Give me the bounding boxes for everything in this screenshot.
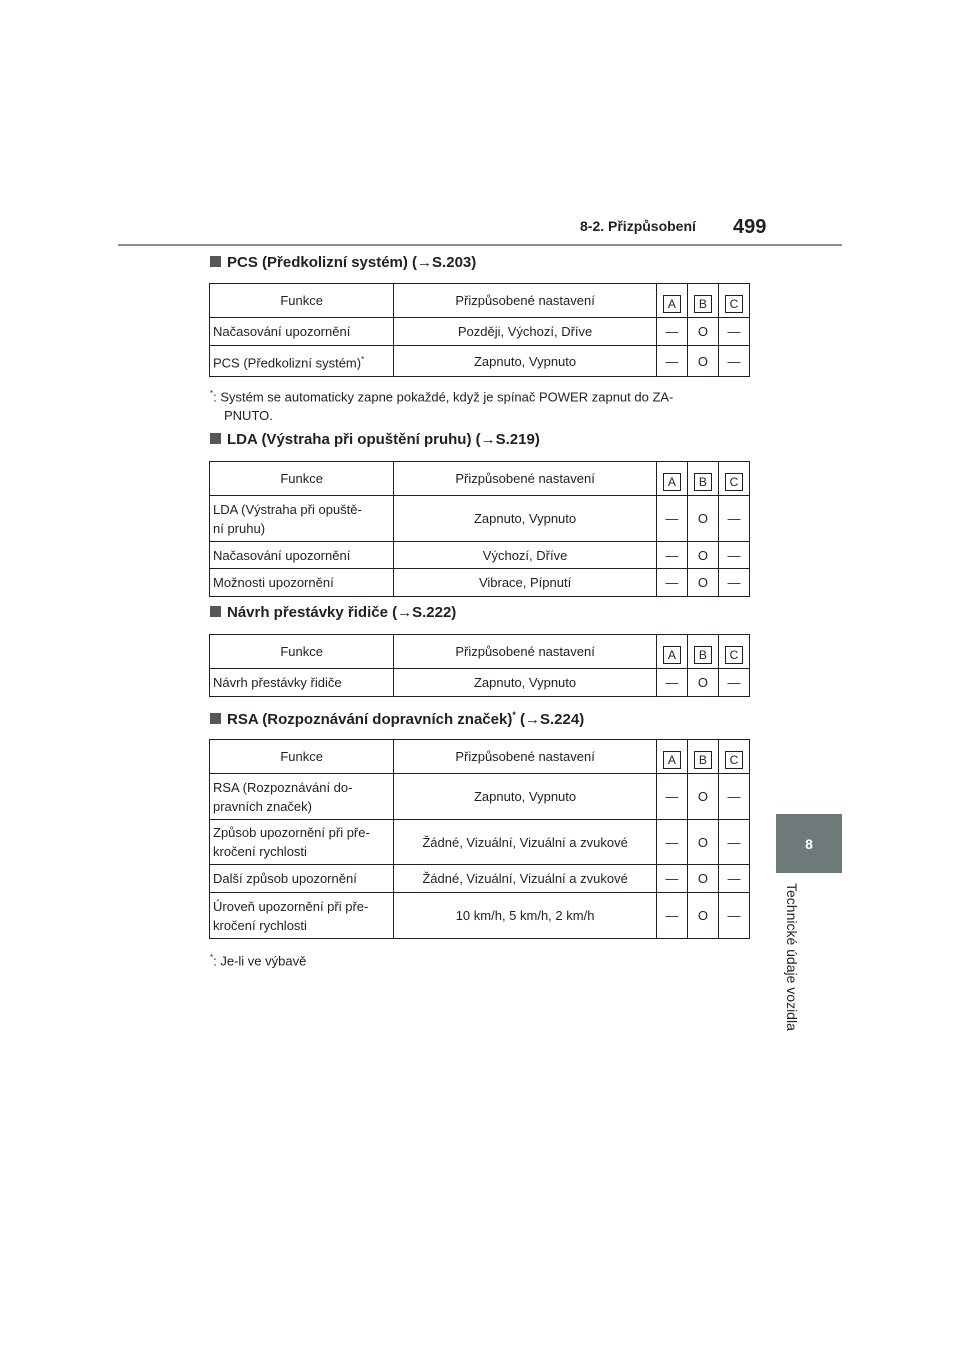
cell-b: O	[687, 865, 718, 893]
table-row	[210, 893, 750, 939]
table-row	[210, 569, 750, 597]
square-bullet-icon	[210, 256, 221, 267]
cell-c: —	[718, 542, 749, 569]
col-header-c: C	[725, 751, 743, 769]
footnote-rsa: *: Je-li ve výbavě	[210, 953, 307, 969]
cell-b: O	[687, 893, 718, 939]
table-row	[210, 669, 750, 697]
col-header-b: B	[694, 646, 712, 664]
square-bullet-icon	[210, 606, 221, 617]
cell-b: O	[687, 542, 718, 569]
section-heading-pcs: PCS (Předkolizní systém) (→S.203)	[210, 254, 476, 271]
col-header-a: A	[663, 473, 681, 491]
table-row	[210, 318, 750, 346]
section-heading-lda: LDA (Výstraha při opuštění pruhu) (→S.219)	[210, 431, 540, 448]
cell-c: —	[718, 496, 749, 542]
square-bullet-icon	[210, 433, 221, 444]
cell-funkce: Úroveň upozornění při pře- kročení rychlosti	[210, 893, 394, 939]
cell-a: —	[656, 865, 687, 893]
table-header-row	[210, 635, 750, 669]
cell-b: O	[687, 318, 718, 346]
cell-a: —	[656, 346, 687, 377]
col-header-funkce: Funkce	[210, 462, 394, 496]
chapter-label: Technické údaje vozidla	[784, 883, 800, 1031]
col-header-funkce: Funkce	[210, 284, 394, 318]
col-header-nastaveni: Přizpůsobené nastavení	[394, 740, 656, 774]
col-header-b: B	[694, 295, 712, 313]
header-rule	[118, 244, 842, 246]
table-row	[210, 542, 750, 569]
cell-c: —	[718, 865, 749, 893]
cell-b: O	[687, 774, 718, 820]
col-header-funkce: Funkce	[210, 635, 394, 669]
cell-a: —	[656, 669, 687, 697]
cell-b: O	[687, 496, 718, 542]
square-bullet-icon	[210, 713, 221, 724]
table-pcs	[209, 283, 750, 377]
cell-funkce: Možnosti upozornění	[210, 569, 394, 597]
section-heading-rsa: RSA (Rozpoznávání dopravních značek)* (→S.224)	[210, 710, 584, 728]
cell-c: —	[718, 346, 749, 377]
cell-a: —	[656, 318, 687, 346]
col-header-nastaveni: Přizpůsobené nastavení	[394, 635, 656, 669]
cell-nastaveni: Zapnuto, Vypnuto	[394, 774, 656, 820]
section-heading-break: Návrh přestávky řidiče (→S.222)	[210, 604, 456, 621]
cell-funkce: LDA (Výstraha při opuště- ní pruhu)	[210, 496, 394, 542]
table-row	[210, 865, 750, 893]
cell-funkce: Návrh přestávky řidiče	[210, 669, 394, 697]
cell-nastaveni: Žádné, Vizuální, Vizuální a zvukové	[394, 820, 656, 865]
col-header-b: B	[694, 751, 712, 769]
cell-nastaveni: Zapnuto, Vypnuto	[394, 496, 656, 542]
cell-nastaveni: 10 km/h, 5 km/h, 2 km/h	[394, 893, 656, 939]
table-row	[210, 820, 750, 865]
table-row	[210, 496, 750, 542]
table-rsa	[209, 739, 750, 939]
page-number: 499	[733, 216, 767, 238]
footnote-pcs: *: Systém se automaticky zapne pokaždé, když je spínač POWER zapnut do ZA- PNUTO.	[210, 389, 674, 424]
cell-a: —	[656, 820, 687, 865]
cell-a: —	[656, 496, 687, 542]
cell-nastaveni: Později, Výchozí, Dříve	[394, 318, 656, 346]
table-row	[210, 774, 750, 820]
col-header-nastaveni: Přizpůsobené nastavení	[394, 462, 656, 496]
cell-b: O	[687, 569, 718, 597]
table-header-row	[210, 284, 750, 318]
cell-c: —	[718, 893, 749, 939]
table-lda	[209, 461, 750, 597]
cell-nastaveni: Žádné, Vizuální, Vizuální a zvukové	[394, 865, 656, 893]
table-header-row	[210, 740, 750, 774]
cell-funkce: Způsob upozornění při pře- kročení rychlosti	[210, 820, 394, 865]
cell-nastaveni: Vibrace, Pípnutí	[394, 569, 656, 597]
cell-c: —	[718, 569, 749, 597]
cell-funkce: Načasování upozornění	[210, 318, 394, 346]
cell-c: —	[718, 318, 749, 346]
cell-nastaveni: Zapnuto, Vypnuto	[394, 346, 656, 377]
col-header-a: A	[663, 646, 681, 664]
cell-a: —	[656, 774, 687, 820]
cell-funkce: RSA (Rozpoznávání do- pravních značek)	[210, 774, 394, 820]
cell-nastaveni: Zapnuto, Vypnuto	[394, 669, 656, 697]
cell-a: —	[656, 569, 687, 597]
col-header-c: C	[725, 473, 743, 491]
cell-b: O	[687, 669, 718, 697]
cell-b: O	[687, 820, 718, 865]
col-header-nastaveni: Přizpůsobené nastavení	[394, 284, 656, 318]
table-break	[209, 634, 750, 697]
col-header-a: A	[663, 751, 681, 769]
col-header-c: C	[725, 646, 743, 664]
col-header-c: C	[725, 295, 743, 313]
cell-a: —	[656, 542, 687, 569]
col-header-funkce: Funkce	[210, 740, 394, 774]
table-row	[210, 346, 750, 377]
cell-c: —	[718, 820, 749, 865]
cell-nastaveni: Výchozí, Dříve	[394, 542, 656, 569]
chapter-tab[interactable]	[776, 814, 842, 873]
cell-a: —	[656, 893, 687, 939]
col-header-a: A	[663, 295, 681, 313]
table-header-row	[210, 462, 750, 496]
cell-c: —	[718, 669, 749, 697]
section-title: 8-2. Přizpůsobení	[580, 218, 696, 234]
cell-funkce: Další způsob upozornění	[210, 865, 394, 893]
cell-c: —	[718, 774, 749, 820]
chapter-number: 8	[805, 835, 813, 852]
col-header-b: B	[694, 473, 712, 491]
cell-funkce: Načasování upozornění	[210, 542, 394, 569]
cell-b: O	[687, 346, 718, 377]
cell-funkce: PCS (Předkolizní systém)*	[210, 346, 394, 377]
